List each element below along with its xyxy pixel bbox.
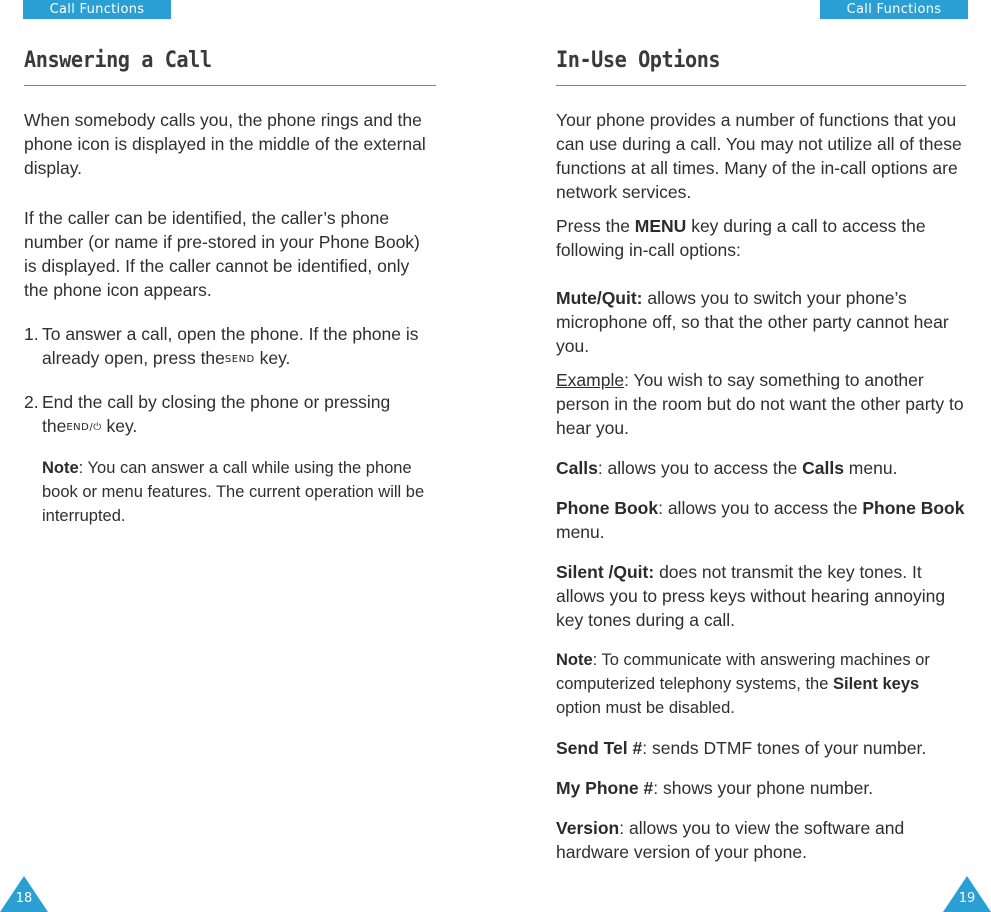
option-mute (556, 286, 968, 358)
option-label: Phone Book (556, 498, 659, 518)
option-text: : shows your phone number. (653, 778, 874, 798)
step-number: 2. (24, 392, 39, 412)
example-label: Example (556, 370, 625, 390)
note-text: option must be disabled. (556, 699, 735, 717)
menu-key-label: MENU (634, 216, 687, 236)
step-2 (24, 390, 436, 440)
step-1 (24, 322, 436, 372)
option-label: Send Tel # (556, 738, 643, 758)
note (556, 648, 968, 720)
option-text: does not transmit the key tones. It allows you to press keys without hearing annoying key tones during a call. (556, 562, 946, 630)
paragraph: Your phone provides a number of functions that you can use during a call. You may not utilize all of these functions at all times. Many of the in-call options are network services. (556, 110, 962, 202)
title-divider (556, 85, 966, 86)
page-title-in-use-options: In-Use Options (556, 48, 721, 73)
note-text: : To communicate with answering machines or computerized telephony systems, the (556, 651, 930, 693)
menu-name: Calls (802, 458, 844, 478)
option-label: My Phone # (556, 778, 654, 798)
option-label: Version (556, 818, 620, 838)
option-label: Calls (556, 458, 598, 478)
text: key during a call to access the following in-call options: (556, 216, 926, 260)
paragraph: If the caller can be identified, the caller’s phone number (or name if pre-stored in your Phone Book) is displayed. If the caller cannot be identified, only the phone icon appears. (24, 208, 420, 300)
option-text: menu. (556, 522, 605, 542)
option-label: Silent /Quit: (556, 562, 655, 582)
option-my-phone (556, 776, 968, 800)
section-tab-right: Call Functions (820, 0, 968, 19)
option-label: Mute/Quit: (556, 288, 643, 308)
option-calls (556, 456, 968, 480)
note-label: Note (42, 459, 79, 477)
right-body (556, 108, 968, 864)
option-silent (556, 560, 968, 632)
step-text: To answer a call, open the phone. If the phone is already open, press the (42, 324, 419, 368)
paragraph: When somebody calls you, the phone rings and the phone icon is displayed in the middle of the external display. (24, 110, 426, 178)
left-body (24, 108, 436, 528)
page-number-left (0, 876, 48, 912)
step-text: key. (254, 348, 291, 368)
option-send-tel (556, 736, 968, 760)
note-key: Silent keys (832, 675, 920, 693)
option-version (556, 816, 968, 864)
send-key-icon: SEND (224, 354, 255, 365)
option-text: : sends DTMF tones of your number. (642, 738, 927, 758)
page-title-answering: Answering a Call (24, 48, 212, 73)
menu-name: Phone Book (862, 498, 965, 518)
note-label: Note (556, 651, 593, 669)
title-divider (24, 85, 436, 86)
page-number: 19 (958, 891, 976, 906)
step-number: 1. (24, 324, 39, 344)
section-tab-left: Call Functions (23, 0, 171, 19)
step-text: End the call by closing the phone or pressing the (42, 392, 391, 436)
note-text: : You can answer a call while using the phone book or menu features. The current operation will be interrupted. (42, 459, 425, 525)
option-text: : allows you to access the (597, 458, 803, 478)
note (24, 456, 436, 528)
page-number-right (943, 876, 991, 912)
example-text: : You wish to say something to another person in the room but do not want the other party to hear you. (556, 370, 964, 438)
example (556, 368, 968, 440)
option-phone-book (556, 496, 968, 544)
end-power-key-icon: END/⏻ (66, 422, 102, 433)
step-text: key. (101, 416, 138, 436)
option-text: allows you to switch your phone’s microphone off, so that the other party cannot hear you. (556, 288, 949, 356)
option-text: menu. (843, 458, 898, 478)
option-text: : allows you to access the (658, 498, 863, 518)
text: Press the (556, 216, 635, 236)
option-text: : allows you to view the software and hardware version of your phone. (556, 818, 905, 862)
page-number: 18 (15, 891, 33, 906)
paragraph (556, 214, 968, 262)
